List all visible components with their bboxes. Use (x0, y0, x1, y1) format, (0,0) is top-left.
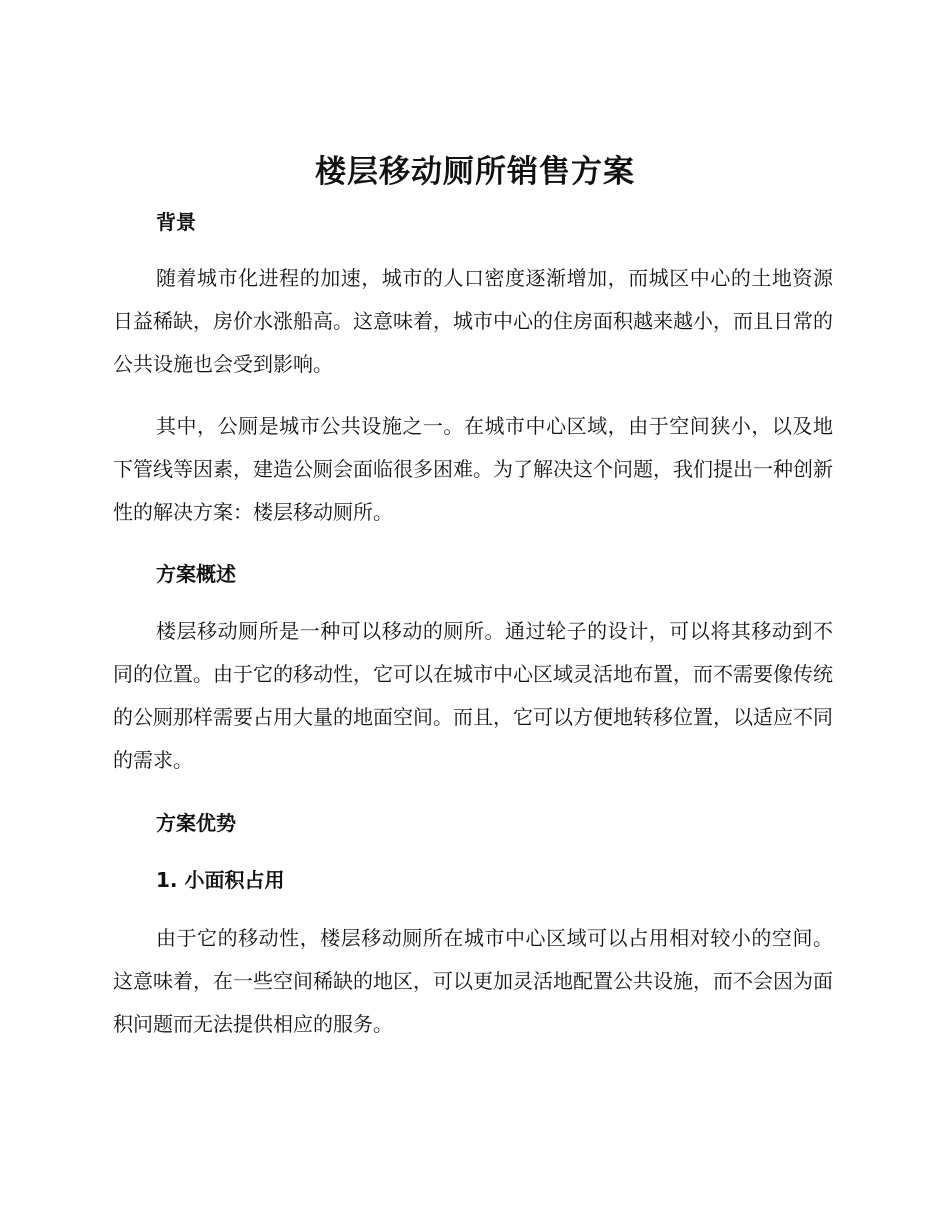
section-heading-overview: 方案概述 (156, 562, 236, 586)
advantage-item-paragraph-1: 由于它的移动性，楼层移动厕所在城市中心区域可以占用相对较小的空间。这意味着，在一些空间稀缺的地区，可以更加灵活地配置公共设施，而不会因为面积问题而无法提供相应的服务。 (113, 926, 833, 1036)
overview-paragraph: 楼层移动厕所是一种可以移动的厕所。通过轮子的设计，可以将其移动到不同的位置。由于它的移动性，它可以在城市中心区域灵活地布置，而不需要像传统的公厕那样需要占用大量的地面空间。而且，它可以方便地转移位置，以适应不同的需求。 (113, 619, 833, 772)
background-paragraph-1: 随着城市化进程的加速，城市的人口密度逐渐增加，而城区中心的土地资源日益稀缺，房价水涨船高。这意味着，城市中心的住房面积越来越小，而且日常的公共设施也会受到影响。 (113, 266, 833, 376)
document-title: 楼层移动厕所销售方案 (315, 154, 635, 190)
section-heading-background: 背景 (156, 210, 196, 234)
background-paragraph-2: 其中，公厕是城市公共设施之一。在城市中心区域，由于空间狭小，以及地下管线等因素，建造公厕会面临很多困难。为了解决这个问题，我们提出一种创新性的解决方案：楼层移动厕所。 (113, 414, 833, 524)
section-heading-advantages: 方案优势 (156, 811, 236, 835)
advantage-item-heading-1: 1. 小面积占用 (156, 868, 285, 892)
